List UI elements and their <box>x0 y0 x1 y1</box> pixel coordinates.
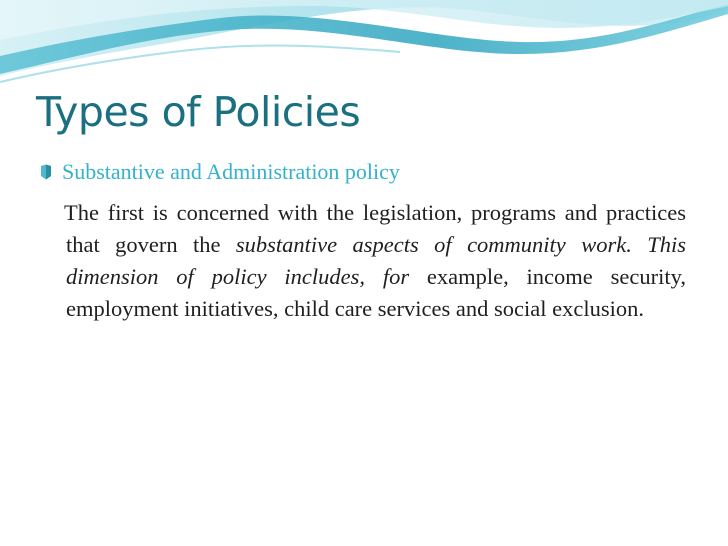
paragraph-part-2 <box>632 232 647 257</box>
ribbon-bullet-icon <box>40 164 52 180</box>
paragraph-part-1: The first is concerned with the legislation, programs and practices that govern the <box>64 200 686 257</box>
wave-header-decoration <box>0 0 728 90</box>
paragraph-part-3: example, income security, employment initiatives, child care services and social exclusion. <box>66 264 686 321</box>
paragraph-italic-2: This dimension of policy includes, for <box>66 232 687 289</box>
bullet-text: Substantive and Administration policy <box>62 159 400 184</box>
paragraph-italic-1: substantive aspects of community work. <box>235 232 632 257</box>
bullet-item <box>40 159 400 185</box>
slide-title: Types of Policies <box>36 88 361 136</box>
body-paragraph <box>66 197 686 325</box>
